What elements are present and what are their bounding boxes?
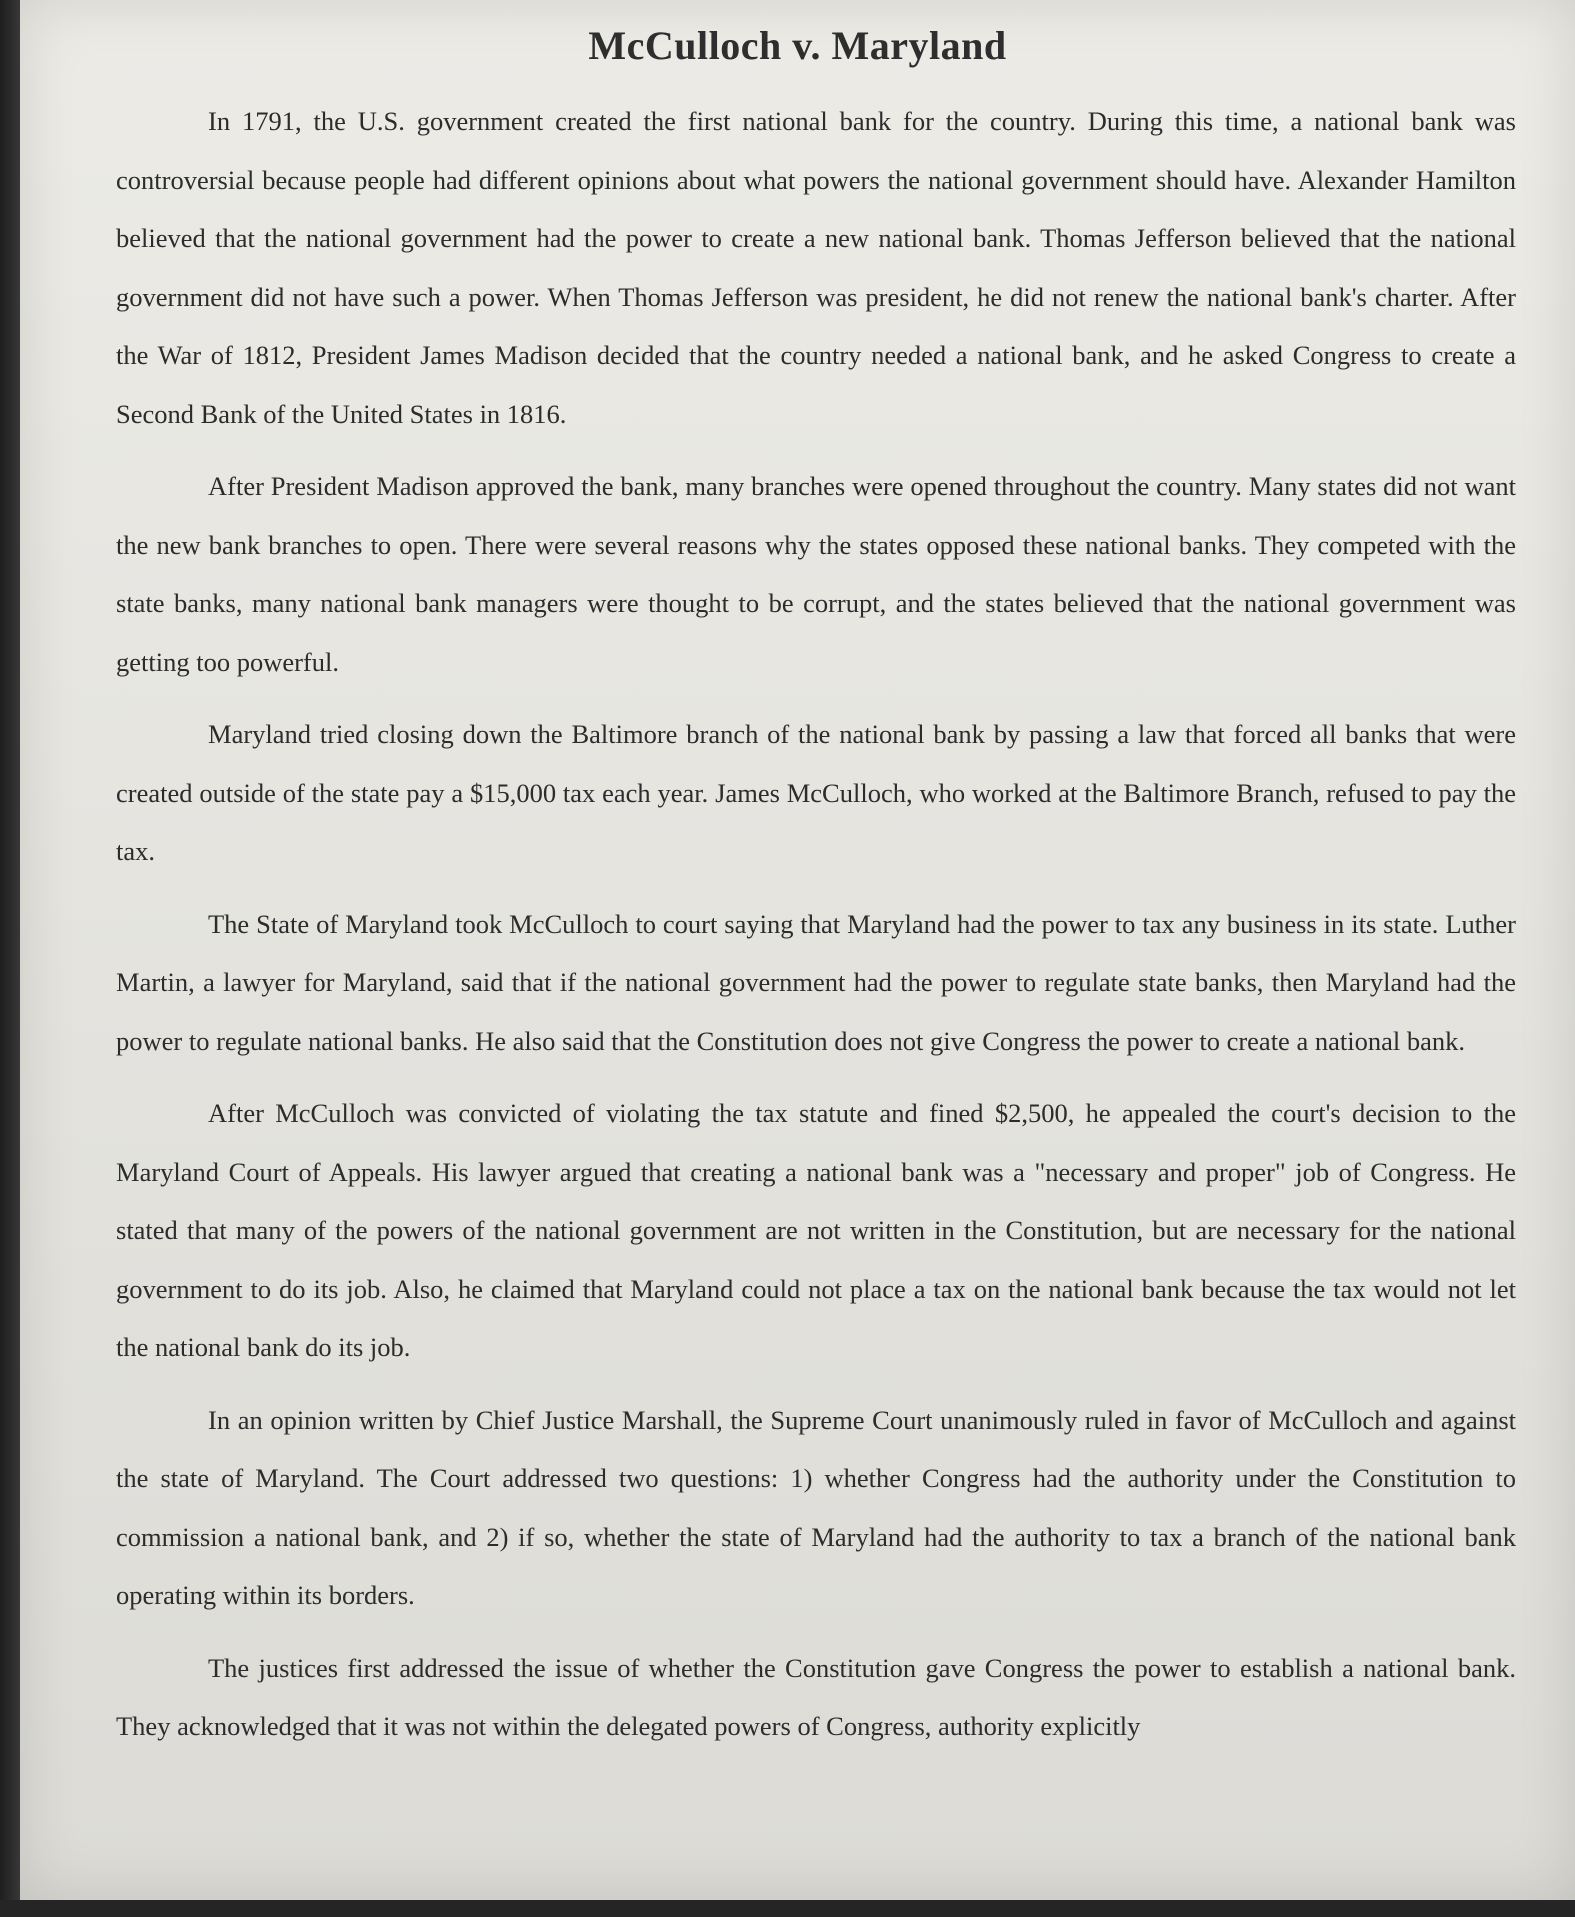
paragraph-2: After President Madison approved the bank, many branches were opened throughout the country. Many states did not want the new bank branches to open. There were several reasons why the states opposed these national banks. They competed with the state banks, many national bank managers were thought to be corrupt, and the states believed that the national government was getting too powerful. — [116, 471, 1516, 677]
paragraph-1: In 1791, the U.S. government created the first national bank for the country. During this time, a national bank was controversial because people had different opinions about what powers the national government should have. Alexander Hamilton believed that the national government had the power to create a new national bank. Thomas Jefferson believed that the national government did not have such a power. When Thomas Jefferson was president, he did not renew the national bank's charter. After the War of 1812, President James Madison decided that the country needed a national bank, and he asked Congress to create a Second Bank of the United States in 1816. — [116, 106, 1516, 429]
paragraph-3: Maryland tried closing down the Baltimore branch of the national bank by passing a law that forced all banks that were created outside of the state pay a $15,000 tax each year. James McCulloch, who worked at the Baltimore Branch, refused to pay the tax. — [116, 719, 1516, 866]
paragraph-4: The State of Maryland took McCulloch to court saying that Maryland had the power to tax any business in its state. Luther Martin, a lawyer for Maryland, said that if the national government had the power to regulate state banks, then Maryland had the power to regulate national banks. He also said that the Constitution does not give Congress the power to create a national bank. — [116, 908, 1516, 1056]
paragraph-5: After McCulloch was convicted of violating the tax statute and fined $2,500, he appealed the court's decision to the Maryland Court of Appeals. His lawyer argued that creating a national bank was a "necessary and proper" job of Congress. He stated that many of the powers of the national government are not written in the Constitution, but are necessary for the national government to do its job. Also, he claimed that Maryland could not place a tax on the national bank because the tax would not let the national bank do its job. — [116, 1098, 1516, 1362]
paragraph-7: The justices first addressed the issue of whether the Constitution gave Congress the power to establish a national bank. They acknowledged that it was not within the delegated powers of Congress, authority explicitly — [116, 1652, 1516, 1741]
document-title: McCulloch v. Maryland — [588, 23, 1007, 68]
document-page — [20, 0, 1575, 1900]
document-body — [116, 92, 1516, 1756]
paragraph-6: In an opinion written by Chief Justice Marshall, the Supreme Court unanimously ruled in favor of McCulloch and against the state of Maryland. The Court addressed two questions: 1) whether Congress had the authority under the Constitution to commission a national bank, and 2) if so, whether the state of Maryland had the authority to tax a branch of the national bank operating within its borders. — [116, 1404, 1516, 1610]
photo-bottom-edge — [0, 1900, 1575, 1917]
photo-left-edge — [0, 0, 22, 1917]
